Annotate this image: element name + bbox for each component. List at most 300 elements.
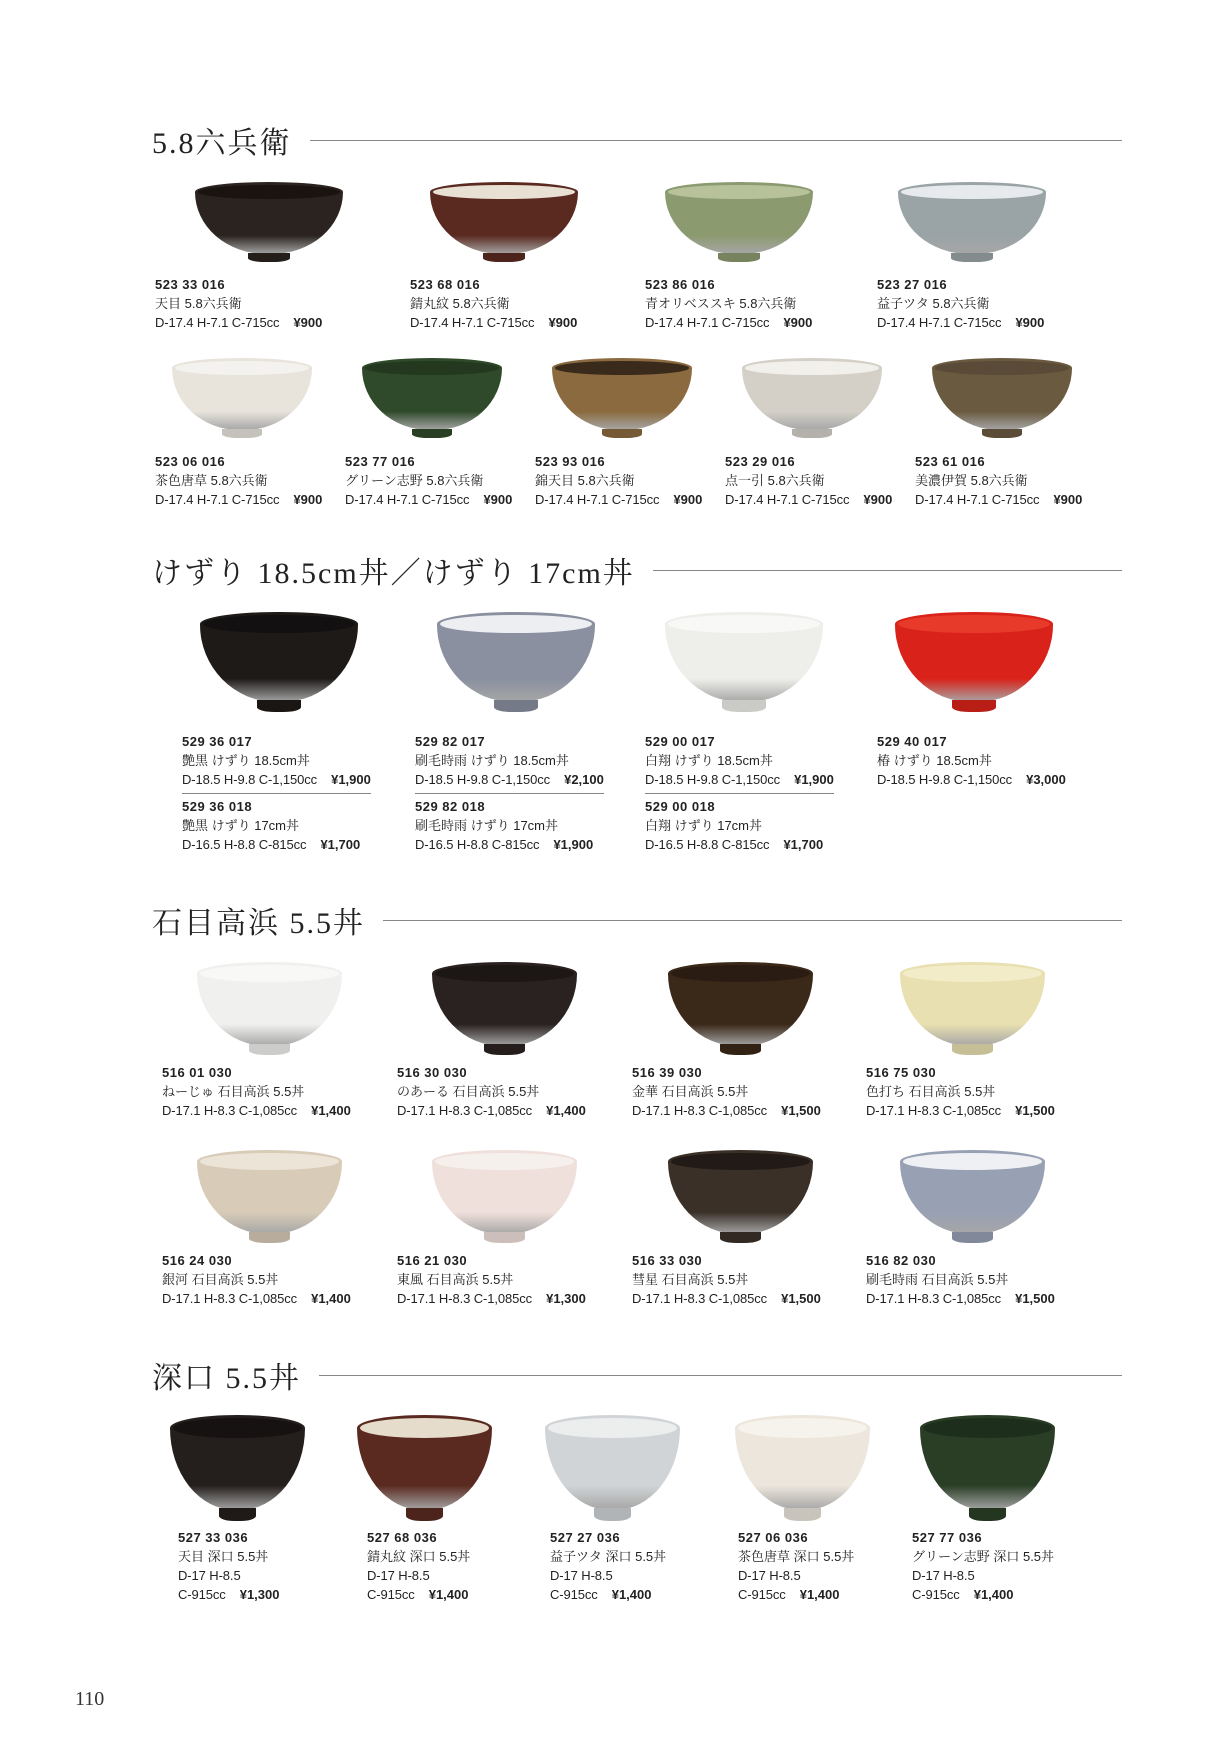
product-code-line xyxy=(550,1528,666,1547)
section-title xyxy=(152,548,1122,592)
product-label xyxy=(738,1528,854,1604)
bowl-foot xyxy=(951,253,992,263)
product-price: ¥1,400 xyxy=(311,1103,351,1118)
product-spec: D-17.4 H-7.1 C-715cc xyxy=(155,315,280,330)
product-name: 刷毛時雨 けずり 17cm丼 xyxy=(415,818,559,833)
product-spec: D-17.4 H-7.1 C-715cc xyxy=(915,492,1040,507)
title-rule xyxy=(653,570,1122,571)
product-code: 527 33 036 xyxy=(178,1530,249,1545)
bowl-foot xyxy=(257,700,301,712)
product-price: ¥900 xyxy=(293,315,323,330)
product-name: 彗星 石目高浜 5.5丼 xyxy=(632,1272,749,1287)
bowl-foot xyxy=(484,1044,525,1055)
bowl-rim xyxy=(172,358,312,378)
bowl-foot xyxy=(249,1232,290,1243)
product-price: ¥2,100 xyxy=(564,772,604,787)
product-name-line xyxy=(645,751,834,770)
section-title-text: けずり 18.5cm丼／けずり 17cm丼 xyxy=(152,557,635,590)
product-name-line xyxy=(877,751,1066,770)
bowl-image[interactable] xyxy=(900,962,1045,1057)
bowl-image[interactable] xyxy=(900,1150,1045,1245)
bowl-rim xyxy=(545,1415,680,1441)
product-price: ¥900 xyxy=(1053,492,1083,507)
product-code-line xyxy=(178,1528,279,1547)
page-number: 110 xyxy=(75,1688,105,1710)
product-name-line xyxy=(162,1082,351,1101)
bowl-image[interactable] xyxy=(735,1415,870,1523)
product-spec-line xyxy=(866,1101,1055,1120)
bowl-rim xyxy=(170,1415,305,1441)
product-code-line xyxy=(877,275,1044,294)
product-name: 東風 石目高浜 5.5丼 xyxy=(397,1272,514,1287)
product-label xyxy=(162,1063,351,1120)
bowl-image[interactable] xyxy=(895,612,1053,714)
bowl-foot xyxy=(412,429,451,439)
product-spec-line xyxy=(645,313,812,332)
product-name-line xyxy=(155,471,322,490)
bowl-foot xyxy=(602,429,641,439)
product-code-line xyxy=(535,452,702,471)
product-price: ¥1,400 xyxy=(973,1587,1014,1602)
product-code-line xyxy=(415,732,604,751)
bowl-rim xyxy=(898,182,1046,202)
product-code: 523 27 016 xyxy=(877,277,948,292)
product-spec-line xyxy=(645,770,834,789)
product-code-line xyxy=(345,452,512,471)
product-code: 516 24 030 xyxy=(162,1253,233,1268)
product-code-line xyxy=(155,452,322,471)
bowl-image[interactable] xyxy=(357,1415,492,1523)
product-spec: D-17.1 H-8.3 C-1,085cc xyxy=(866,1291,1002,1306)
product-name-line xyxy=(178,1547,279,1566)
product-name-line xyxy=(645,294,812,313)
product-price: ¥900 xyxy=(673,492,703,507)
product-price: ¥1,400 xyxy=(799,1587,840,1602)
product-code-line xyxy=(632,1251,821,1270)
product-price: ¥900 xyxy=(863,492,893,507)
product-spec: D-16.5 H-8.8 C-815cc xyxy=(415,837,540,852)
product-spec-line xyxy=(632,1101,821,1120)
bowl-rim xyxy=(197,962,342,985)
product-name-line xyxy=(155,294,322,313)
product-label xyxy=(415,732,604,854)
bowl-rim xyxy=(432,1150,577,1173)
bowl-foot xyxy=(952,700,996,712)
product-capacity: C-915cc xyxy=(550,1587,598,1602)
bowl-rim xyxy=(195,182,343,202)
product-spec-line xyxy=(912,1585,1054,1604)
product-name: 益子ツタ 5.8六兵衛 xyxy=(877,296,990,311)
bowl-image[interactable] xyxy=(932,358,1072,440)
bowl-foot xyxy=(484,1232,525,1243)
product-price: ¥900 xyxy=(1015,315,1045,330)
product-name-line xyxy=(738,1547,854,1566)
product-spec-line xyxy=(550,1585,666,1604)
product-code: 527 68 036 xyxy=(367,1530,438,1545)
bowl-image[interactable] xyxy=(197,1150,342,1245)
product-spec: D-17.4 H-7.1 C-715cc xyxy=(645,315,770,330)
product-spec: D-17.1 H-8.3 C-1,085cc xyxy=(866,1103,1002,1118)
product-label xyxy=(550,1528,666,1604)
product-label xyxy=(915,452,1082,509)
bowl-foot xyxy=(792,429,831,439)
product-name-line xyxy=(912,1547,1054,1566)
product-code-line xyxy=(645,797,834,816)
bowl-rim xyxy=(920,1415,1055,1441)
bowl-image[interactable] xyxy=(668,1150,813,1245)
product-price: ¥1,700 xyxy=(320,837,361,852)
product-spec-line xyxy=(415,835,604,854)
product-name-line xyxy=(415,816,604,835)
bowl-image[interactable] xyxy=(432,962,577,1057)
product-label xyxy=(367,1528,470,1604)
title-rule xyxy=(383,920,1122,921)
bowl-foot xyxy=(594,1508,632,1521)
product-name: グリーン志野 深口 5.5丼 xyxy=(912,1549,1055,1564)
product-code: 516 21 030 xyxy=(397,1253,468,1268)
bowl-rim xyxy=(932,358,1072,378)
product-name-line xyxy=(162,1270,351,1289)
product-spec-line xyxy=(535,490,702,509)
product-code: 527 27 036 xyxy=(550,1530,621,1545)
bowl-foot xyxy=(784,1508,822,1521)
product-spec-line xyxy=(915,490,1082,509)
product-spec-line xyxy=(397,1101,586,1120)
product-name: 白翔 けずり 17cm丼 xyxy=(645,818,763,833)
product-spec-line xyxy=(866,1289,1055,1308)
product-spec: D-17 H-8.5 xyxy=(367,1568,430,1583)
product-code: 516 30 030 xyxy=(397,1065,468,1080)
product-label xyxy=(535,452,702,509)
product-code: 529 36 017 xyxy=(182,734,253,749)
product-spec: D-17 H-8.5 xyxy=(912,1568,975,1583)
bowl-foot xyxy=(249,1044,290,1055)
bowl-foot xyxy=(483,253,524,263)
product-capacity: C-915cc xyxy=(912,1587,960,1602)
bowl-image[interactable] xyxy=(362,358,502,440)
bowl-rim xyxy=(742,358,882,378)
product-name: のあーる 石目高浜 5.5丼 xyxy=(397,1084,540,1099)
bowl-image[interactable] xyxy=(545,1415,680,1523)
product-spec-line xyxy=(155,313,322,332)
product-price: ¥1,500 xyxy=(781,1291,821,1306)
product-name: 錦天目 5.8六兵衛 xyxy=(535,473,635,488)
product-code: 516 39 030 xyxy=(632,1065,703,1080)
product-spec-line xyxy=(367,1585,470,1604)
bowl-foot xyxy=(982,429,1021,439)
product-label xyxy=(178,1528,279,1604)
product-code-line xyxy=(162,1251,351,1270)
product-spec: D-17.1 H-8.3 C-1,085cc xyxy=(632,1291,768,1306)
section-title xyxy=(152,1353,1122,1397)
product-code-line xyxy=(632,1063,821,1082)
bowl-rim xyxy=(552,358,692,378)
bowl-foot xyxy=(720,1044,761,1055)
product-price: ¥900 xyxy=(293,492,323,507)
bowl-rim xyxy=(900,962,1045,985)
product-code: 523 29 016 xyxy=(725,454,796,469)
product-price: ¥1,700 xyxy=(783,837,824,852)
bowl-rim xyxy=(357,1415,492,1441)
product-name: 茶色唐草 深口 5.5丼 xyxy=(738,1549,855,1564)
product-name: 艶黒 けずり 17cm丼 xyxy=(182,818,300,833)
bowl-foot xyxy=(969,1508,1007,1521)
product-code-line xyxy=(645,275,812,294)
bowl-image[interactable] xyxy=(432,1150,577,1245)
product-label xyxy=(866,1251,1055,1308)
product-code: 529 40 017 xyxy=(877,734,948,749)
bowl-foot xyxy=(952,1044,993,1055)
product-name-line xyxy=(182,751,371,770)
product-label xyxy=(645,732,834,854)
product-label xyxy=(866,1063,1055,1120)
product-spec-line xyxy=(877,313,1044,332)
product-spec-line xyxy=(725,490,892,509)
product-spec: D-17.4 H-7.1 C-715cc xyxy=(155,492,280,507)
bowl-foot xyxy=(952,1232,993,1243)
bowl-foot xyxy=(494,700,538,712)
product-code: 529 82 018 xyxy=(415,799,486,814)
product-code-line xyxy=(182,732,371,751)
product-code: 527 06 036 xyxy=(738,1530,809,1545)
product-spec: D-17 H-8.5 xyxy=(550,1568,613,1583)
product-code-line xyxy=(410,275,577,294)
product-label xyxy=(345,452,512,509)
bowl-image[interactable] xyxy=(195,182,343,264)
product-code: 523 68 016 xyxy=(410,277,481,292)
product-name: 茶色唐草 5.8六兵衛 xyxy=(155,473,268,488)
bowl-rim xyxy=(665,182,813,202)
bowl-foot xyxy=(248,253,289,263)
product-name-line xyxy=(415,751,604,770)
product-spec: D-18.5 H-9.8 C-1,150cc xyxy=(645,772,781,787)
product-price: ¥1,400 xyxy=(311,1291,351,1306)
product-label xyxy=(162,1251,351,1308)
product-capacity: C-915cc xyxy=(738,1587,786,1602)
label-divider xyxy=(182,793,371,794)
product-spec: D-16.5 H-8.8 C-815cc xyxy=(182,837,307,852)
product-spec: D-17.4 H-7.1 C-715cc xyxy=(535,492,660,507)
product-code: 523 77 016 xyxy=(345,454,416,469)
bowl-image[interactable] xyxy=(437,612,595,714)
bowl-foot xyxy=(222,429,261,439)
product-code: 516 01 030 xyxy=(162,1065,233,1080)
product-name-line xyxy=(550,1547,666,1566)
bowl-foot xyxy=(718,253,759,263)
product-name-line xyxy=(632,1270,821,1289)
product-spec: D-18.5 H-9.8 C-1,150cc xyxy=(415,772,551,787)
product-spec-line xyxy=(345,490,512,509)
product-code-line xyxy=(415,797,604,816)
bowl-rim xyxy=(735,1415,870,1441)
product-spec: D-17.1 H-8.3 C-1,085cc xyxy=(632,1103,768,1118)
bowl-image[interactable] xyxy=(552,358,692,440)
product-code: 529 36 018 xyxy=(182,799,253,814)
product-spec: D-17.4 H-7.1 C-715cc xyxy=(345,492,470,507)
product-name: 銀河 石目高浜 5.5丼 xyxy=(162,1272,279,1287)
bowl-foot xyxy=(406,1508,444,1521)
product-code-line xyxy=(182,797,371,816)
bowl-image[interactable] xyxy=(920,1415,1055,1523)
product-name-line xyxy=(397,1082,586,1101)
product-spec: D-17 H-8.5 xyxy=(178,1568,241,1583)
product-spec-line xyxy=(632,1289,821,1308)
product-spec-line xyxy=(178,1566,279,1585)
product-spec: D-17.1 H-8.3 C-1,085cc xyxy=(162,1291,298,1306)
product-spec: D-17 H-8.5 xyxy=(738,1568,801,1583)
bowl-image[interactable] xyxy=(200,612,358,714)
product-code-line xyxy=(866,1063,1055,1082)
product-name-line xyxy=(915,471,1082,490)
product-label xyxy=(632,1063,821,1120)
product-spec-line xyxy=(162,1101,351,1120)
product-name-line xyxy=(397,1270,586,1289)
product-name-line xyxy=(632,1082,821,1101)
bowl-image[interactable] xyxy=(668,962,813,1057)
section-title-text: 石目高浜 5.5丼 xyxy=(152,907,365,940)
bowl-rim xyxy=(432,962,577,985)
product-code: 523 06 016 xyxy=(155,454,226,469)
product-spec-line xyxy=(645,835,834,854)
product-code: 529 00 017 xyxy=(645,734,716,749)
product-spec-line xyxy=(397,1289,586,1308)
product-name: 錆丸紋 5.8六兵衛 xyxy=(410,296,510,311)
product-name-line xyxy=(182,816,371,835)
product-code-line xyxy=(912,1528,1054,1547)
product-label xyxy=(397,1063,586,1120)
product-code: 527 77 036 xyxy=(912,1530,983,1545)
product-code: 516 33 030 xyxy=(632,1253,703,1268)
product-name: 天目 深口 5.5丼 xyxy=(178,1549,269,1564)
product-code: 523 61 016 xyxy=(915,454,986,469)
bowl-image[interactable] xyxy=(430,182,578,264)
product-price: ¥1,500 xyxy=(1015,1291,1055,1306)
product-name: 天目 5.8六兵衛 xyxy=(155,296,242,311)
product-label xyxy=(155,452,322,509)
bowl-rim xyxy=(668,962,813,985)
product-name-line xyxy=(410,294,577,313)
product-name: 色打ち 石目高浜 5.5丼 xyxy=(866,1084,996,1099)
product-name: 錆丸紋 深口 5.5丼 xyxy=(367,1549,471,1564)
product-spec-line xyxy=(178,1585,279,1604)
product-capacity: C-915cc xyxy=(367,1587,415,1602)
bowl-image[interactable] xyxy=(172,358,312,440)
bowl-rim xyxy=(197,1150,342,1173)
product-price: ¥1,300 xyxy=(239,1587,280,1602)
product-price: ¥1,900 xyxy=(331,772,371,787)
product-spec-line xyxy=(415,770,604,789)
product-code-line xyxy=(397,1063,586,1082)
product-spec-line xyxy=(182,770,371,789)
product-label xyxy=(397,1251,586,1308)
product-name-line xyxy=(866,1082,1055,1101)
product-name: 白翔 けずり 18.5cm丼 xyxy=(645,753,773,768)
product-name: 刷毛時雨 石目高浜 5.5丼 xyxy=(866,1272,1009,1287)
product-price: ¥1,400 xyxy=(611,1587,652,1602)
product-price: ¥900 xyxy=(483,492,513,507)
product-spec: D-17.4 H-7.1 C-715cc xyxy=(725,492,850,507)
product-capacity: C-915cc xyxy=(178,1587,226,1602)
bowl-rim xyxy=(430,182,578,202)
bowl-image[interactable] xyxy=(170,1415,305,1523)
product-code-line xyxy=(725,452,892,471)
product-spec-line xyxy=(367,1566,470,1585)
bowl-image[interactable] xyxy=(665,612,823,714)
product-price: ¥900 xyxy=(783,315,813,330)
product-label xyxy=(182,732,371,854)
product-spec-line xyxy=(155,490,322,509)
product-name: 金華 石目高浜 5.5丼 xyxy=(632,1084,749,1099)
section-title xyxy=(152,118,1122,162)
product-code-line xyxy=(162,1063,351,1082)
bowl-image[interactable] xyxy=(898,182,1046,264)
product-code: 523 93 016 xyxy=(535,454,606,469)
product-spec-line xyxy=(550,1566,666,1585)
product-price: ¥900 xyxy=(548,315,578,330)
product-name-line xyxy=(725,471,892,490)
bowl-foot xyxy=(219,1508,257,1521)
bowl-image[interactable] xyxy=(197,962,342,1057)
section-title-text: 5.8六兵衛 xyxy=(152,127,292,160)
product-code: 516 82 030 xyxy=(866,1253,937,1268)
bowl-image[interactable] xyxy=(665,182,813,264)
product-label xyxy=(410,275,577,332)
product-name: グリーン志野 5.8六兵衛 xyxy=(345,473,484,488)
product-spec-line xyxy=(738,1585,854,1604)
product-spec: D-16.5 H-8.8 C-815cc xyxy=(645,837,770,852)
label-divider xyxy=(645,793,834,794)
product-price: ¥1,500 xyxy=(781,1103,821,1118)
bowl-image[interactable] xyxy=(742,358,882,440)
product-name-line xyxy=(345,471,512,490)
product-price: ¥1,400 xyxy=(546,1103,586,1118)
product-name-line xyxy=(535,471,702,490)
product-spec-line xyxy=(162,1289,351,1308)
product-code-line xyxy=(367,1528,470,1547)
product-name: 青オリベススキ 5.8六兵衛 xyxy=(645,296,797,311)
product-name-line xyxy=(645,816,834,835)
product-code-line xyxy=(877,732,1066,751)
section-title xyxy=(152,898,1122,942)
product-code-line xyxy=(738,1528,854,1547)
product-code-line xyxy=(915,452,1082,471)
bowl-foot xyxy=(722,700,766,712)
product-name: 益子ツタ 深口 5.5丼 xyxy=(550,1549,667,1564)
product-label xyxy=(645,275,812,332)
product-price: ¥1,300 xyxy=(546,1291,586,1306)
product-code: 516 75 030 xyxy=(866,1065,937,1080)
title-rule xyxy=(310,140,1123,141)
product-spec: D-17.4 H-7.1 C-715cc xyxy=(410,315,535,330)
product-code-line xyxy=(645,732,834,751)
product-label xyxy=(912,1528,1054,1604)
product-spec-line xyxy=(877,770,1066,789)
product-code: 523 33 016 xyxy=(155,277,226,292)
product-name: ねーじゅ 石目高浜 5.5丼 xyxy=(162,1084,305,1099)
bowl-foot xyxy=(720,1232,761,1243)
title-rule xyxy=(319,1375,1122,1376)
product-name: 艶黒 けずり 18.5cm丼 xyxy=(182,753,310,768)
product-spec: D-18.5 H-9.8 C-1,150cc xyxy=(182,772,318,787)
product-code: 529 82 017 xyxy=(415,734,486,749)
product-spec: D-18.5 H-9.8 C-1,150cc xyxy=(877,772,1013,787)
product-name-line xyxy=(367,1547,470,1566)
product-spec: D-17.1 H-8.3 C-1,085cc xyxy=(397,1291,533,1306)
product-spec-line xyxy=(182,835,371,854)
product-spec: D-17.1 H-8.3 C-1,085cc xyxy=(397,1103,533,1118)
product-code-line xyxy=(155,275,322,294)
product-spec: D-17.4 H-7.1 C-715cc xyxy=(877,315,1002,330)
